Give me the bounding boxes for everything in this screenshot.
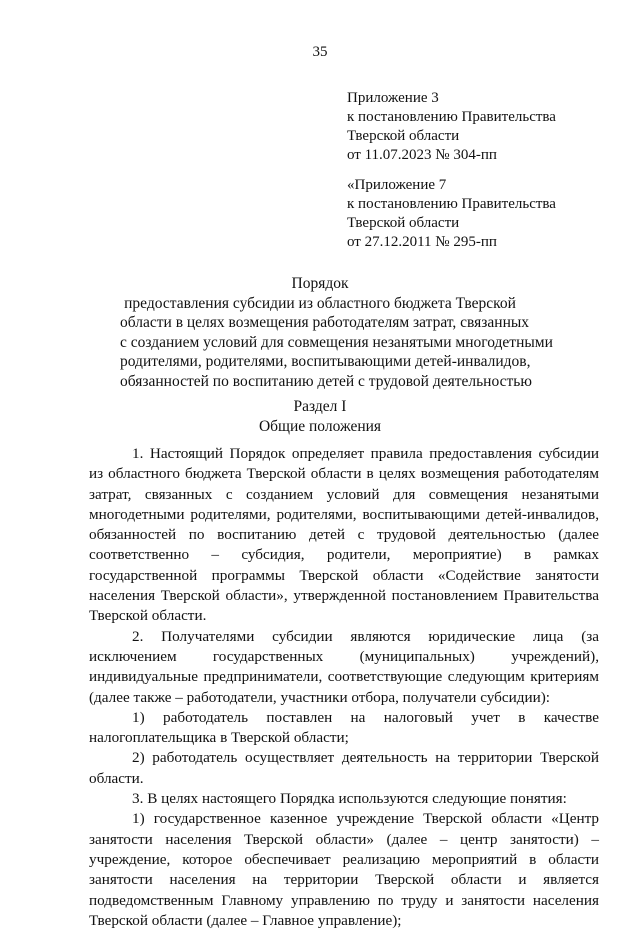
appendix-3-line: к постановлению Правительства xyxy=(347,109,556,125)
appendix-3-line: от 11.07.2023 № 304-пп xyxy=(347,147,497,163)
section-heading xyxy=(120,397,520,437)
title-line: обязанностей по воспитанию детей с трудовой деятельностью xyxy=(120,372,532,390)
title-line: предоставления субсидии из областного бюджета Тверской xyxy=(124,294,516,312)
section-number: Раздел I xyxy=(293,398,347,415)
body-text xyxy=(89,444,599,931)
title-line: родителями, родителями, воспитывающими детей-инвалидов, xyxy=(120,353,531,370)
appendix-3-header xyxy=(347,89,607,165)
paragraph: 1. Настоящий Порядок определяет правила предоставления субсидии из областного бюджета Тверской области в целях возмещения работодателям затрат, связанных с созданием условий для совмещения незанятыми многодетными родителями, родителями, воспитывающими детей-инвалидов, обязанностей по воспитанию детей с трудовой деятельностью (далее соответственно – субсидия, родители, мероприятие) в рамках государственной программы Тверской области «Содействие занятости населения Тверской области», утвержденной постановлением Правительства Тверской области. xyxy=(89,445,599,625)
page-number: 35 xyxy=(312,44,328,60)
appendix-7-line: от 27.12.2011 № 295-пп xyxy=(347,234,497,250)
appendix-7-header xyxy=(347,176,607,252)
section-name: Общие положения xyxy=(258,418,382,435)
paragraph: 2) работодатель осуществляет деятельность на территории Тверской области. xyxy=(89,749,599,787)
title-line: области в целях возмещения работодателям затрат, связанных xyxy=(120,314,530,331)
appendix-3-line: Тверской области xyxy=(347,128,460,144)
document-title xyxy=(120,274,553,391)
paragraph: 2. Получателями субсидии являются юридические лица (за исключением государственных (муниципальных) учреждений), индивидуальные предприниматели, соответствующие следующим критериям (далее также – работодатели, участники отбора, получатели субсидии): xyxy=(89,627,599,706)
appendix-7-line: к постановлению Правительства xyxy=(347,196,556,212)
title-line: с созданием условий для совмещения незанятыми многодетными xyxy=(120,333,553,351)
paragraph: 1) государственное казенное учреждение Тверской области «Центр занятости населения Тверской области» (далее – центр занятости) – учреждение, которое обеспечивает реализацию мероприятий в области занятости населения на территории Тверской области и является подведомственным Главному управлению по труду и занятости населения Тверской области (далее – Главное управление); xyxy=(89,810,599,929)
appendix-7-line: Тверской области xyxy=(347,215,460,231)
paragraph: 1) работодатель поставлен на налоговый учет в качестве налогоплательщика в Тверской области; xyxy=(89,708,599,747)
title-heading: Порядок xyxy=(291,275,349,292)
appendix-7-line: «Приложение 7 xyxy=(347,177,447,193)
appendix-3-line: Приложение 3 xyxy=(347,90,439,106)
paragraph: 3. В целях настоящего Порядка используются следующие понятия: xyxy=(132,790,567,808)
